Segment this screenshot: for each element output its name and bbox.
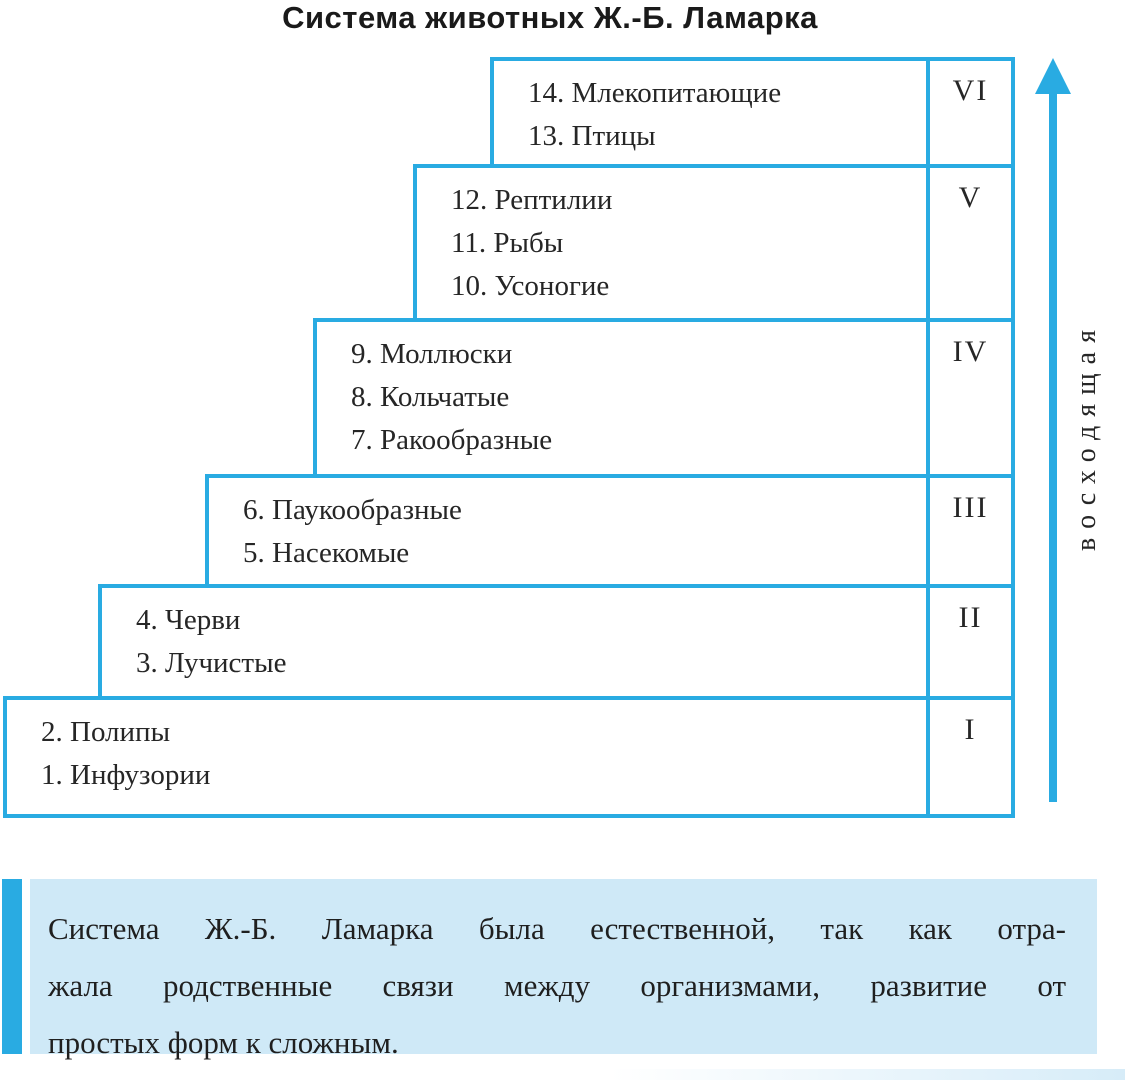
- stage-numeral-cell: [926, 700, 1011, 814]
- note-line: простых форм к сложным.: [48, 1025, 399, 1060]
- stage-numeral-cell: [926, 168, 1011, 318]
- page-title: Система животных Ж.-Б. Ламарка: [282, 0, 818, 35]
- stage-numeral: III: [952, 491, 989, 524]
- taxon-item: 5. Насекомые: [243, 537, 410, 569]
- ladder-level-1: [3, 696, 1015, 818]
- taxon-item: 13. Птицы: [528, 120, 656, 152]
- stage-numeral: VI: [952, 74, 989, 107]
- note-line: жала родственные связи между организмами, развитие от: [48, 968, 1066, 1003]
- note-accent-bar: [2, 879, 22, 1054]
- taxon-item: 14. Млекопитающие: [528, 77, 782, 109]
- ladder-level-6: [490, 57, 1015, 168]
- taxon-item: 8. Кольчатые: [351, 381, 510, 413]
- level-6-items: [494, 61, 926, 164]
- ladder-level-2: [98, 584, 1015, 700]
- level-5-items: [417, 168, 926, 318]
- ascending-arrow-line: [1049, 90, 1057, 802]
- level-3-items: [209, 478, 926, 584]
- ladder-level-5: [413, 164, 1015, 322]
- stage-numeral: IV: [952, 335, 989, 368]
- stage-numeral-cell: [926, 61, 1011, 164]
- taxon-item: 2. Полипы: [41, 716, 171, 748]
- taxon-item: 1. Инфузории: [41, 759, 211, 791]
- level-1-items: [7, 700, 926, 814]
- level-4-items: [317, 322, 926, 474]
- taxon-item: 3. Лучистые: [136, 647, 287, 679]
- arrow-up-icon: [1035, 58, 1071, 94]
- taxon-item: 9. Моллюски: [351, 338, 513, 370]
- stage-numeral: I: [964, 713, 977, 746]
- stage-numeral: II: [958, 601, 983, 634]
- ladder-level-4: [313, 318, 1015, 478]
- level-2-items: [102, 588, 926, 696]
- stage-numeral-cell: [926, 478, 1011, 584]
- bottom-page-edge: [610, 1069, 1125, 1080]
- note-line: Система Ж.-Б. Ламарка была естественной, так как отра-: [48, 911, 1066, 946]
- stage-numeral-cell: [926, 322, 1011, 474]
- stage-numeral-cell: [926, 588, 1011, 696]
- taxon-item: 4. Черви: [136, 604, 241, 636]
- taxon-item: 12. Рептилии: [451, 184, 613, 216]
- taxon-item: 10. Усоногие: [451, 270, 610, 302]
- taxon-item: 11. Рыбы: [451, 227, 564, 259]
- taxon-item: 7. Ракообразные: [351, 424, 553, 456]
- taxon-item: 6. Паукообразные: [243, 494, 462, 526]
- ladder-level-3: [205, 474, 1015, 588]
- note-box: [30, 879, 1097, 1060]
- stage-numeral: V: [958, 181, 983, 214]
- ascending-label: восходящая: [1071, 321, 1102, 551]
